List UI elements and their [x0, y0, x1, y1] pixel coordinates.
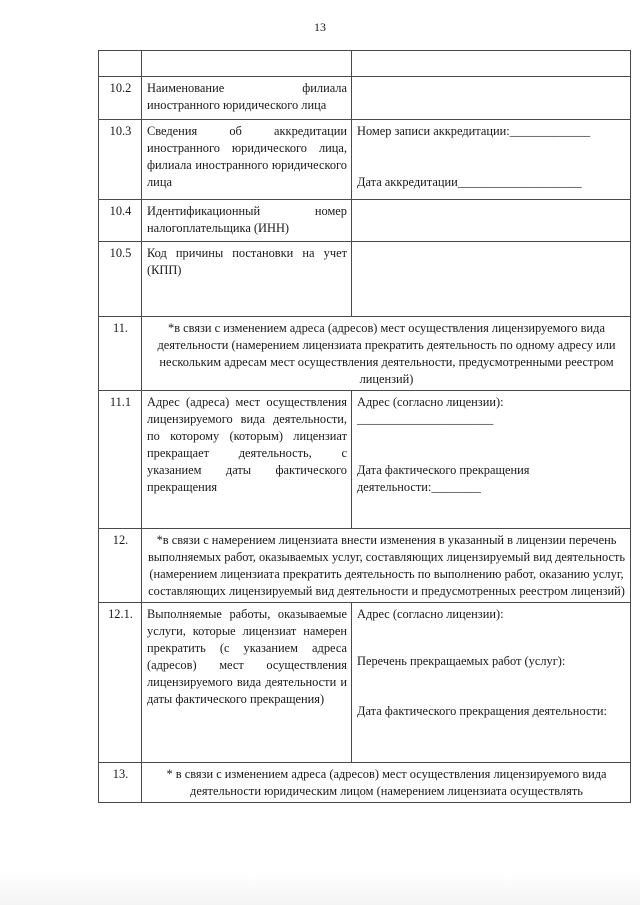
table-row — [99, 391, 631, 529]
row-number: 11.1 — [99, 391, 142, 529]
value-cell[interactable] — [352, 603, 631, 763]
termination-date-label: Дата фактического прекращения — [357, 463, 530, 477]
table-row — [99, 603, 631, 763]
application-form-table — [98, 50, 631, 803]
table-row — [99, 200, 631, 242]
table-row-empty — [99, 51, 631, 77]
row-label: Наименование филиала иностранного юридического лица — [142, 77, 352, 120]
value-cell[interactable] — [352, 242, 631, 317]
address-field: ______________________ — [357, 412, 494, 426]
row-number: 10.4 — [99, 200, 142, 242]
row-label: Выполняемые работы, оказываемые услуги, которые лицензиат намерен прекратить (с указанием адреса (адресов) мест осуществления лицензируемого вида деятельности и даты фактического прекращения) — [142, 603, 352, 763]
section-header: *в связи с намерением лицензиата внести изменения в указанный в лицензии перечень выполняемых работ, оказываемых услуг, составляющих лицензируемый вид деятельность (намерением лицензиата прекратить деятельность по выполнению работ, оказанию услуг, составляющих лицензируемый вид деятельности и предусмотренных реестром лицензий) — [142, 529, 631, 603]
empty-cell — [142, 51, 352, 77]
table-row-section — [99, 763, 631, 803]
table-row — [99, 77, 631, 120]
table-row-section — [99, 529, 631, 603]
row-number: 10.3 — [99, 120, 142, 200]
accreditation-date-field: Дата аккредитации____________________ — [357, 175, 582, 189]
table-row — [99, 242, 631, 317]
accreditation-number-field: Номер записи аккредитации:_____________ — [357, 124, 591, 138]
row-number: 12. — [99, 529, 142, 603]
row-number: 12.1. — [99, 603, 142, 763]
services-list-label: Перечень прекращаемых работ (услуг): — [357, 654, 566, 668]
section-header: * в связи с изменением адреса (адресов) мест осуществления лицензируемого вида деятельности юридическим лицом (намерением лицензиата осуществлять — [142, 763, 631, 803]
value-cell[interactable] — [352, 120, 631, 200]
row-label: Код причины постановки на учет (КПП) — [142, 242, 352, 317]
row-number: 10.5 — [99, 242, 142, 317]
value-cell[interactable] — [352, 77, 631, 120]
address-label: Адрес (согласно лицензии): — [357, 395, 504, 409]
value-cell[interactable] — [352, 391, 631, 529]
row-number: 10.2 — [99, 77, 142, 120]
row-label: Идентификационный номер налогоплательщика (ИНН) — [142, 200, 352, 242]
table-row — [99, 120, 631, 200]
value-cell[interactable] — [352, 200, 631, 242]
empty-cell — [99, 51, 142, 77]
empty-cell — [352, 51, 631, 77]
section-header: *в связи с изменением адреса (адресов) мест осуществления лицензируемого вида деятельности (намерением лицензиата прекратить деятельность по одному адресу или нескольким адресам мест осуществления деятельности, предусмотренными реестром лицензий) — [142, 317, 631, 391]
address-label: Адрес (согласно лицензии): — [357, 607, 504, 621]
scan-bottom-edge — [0, 872, 640, 905]
row-number: 11. — [99, 317, 142, 391]
row-number: 13. — [99, 763, 142, 803]
page-number: 13 — [314, 20, 326, 34]
termination-date-label: Дата фактического прекращения деятельности: — [357, 704, 607, 718]
table-row-section — [99, 317, 631, 391]
termination-date-field: деятельности:________ — [357, 480, 481, 494]
row-label: Сведения об аккредитации иностранного юридического лица, филиала иностранного юридического лица — [142, 120, 352, 200]
row-label: Адрес (адреса) мест осуществления лицензируемого вида деятельности, по которому (которым) лицензиат прекращает деятельность, с указанием даты фактического прекращения — [142, 391, 352, 529]
